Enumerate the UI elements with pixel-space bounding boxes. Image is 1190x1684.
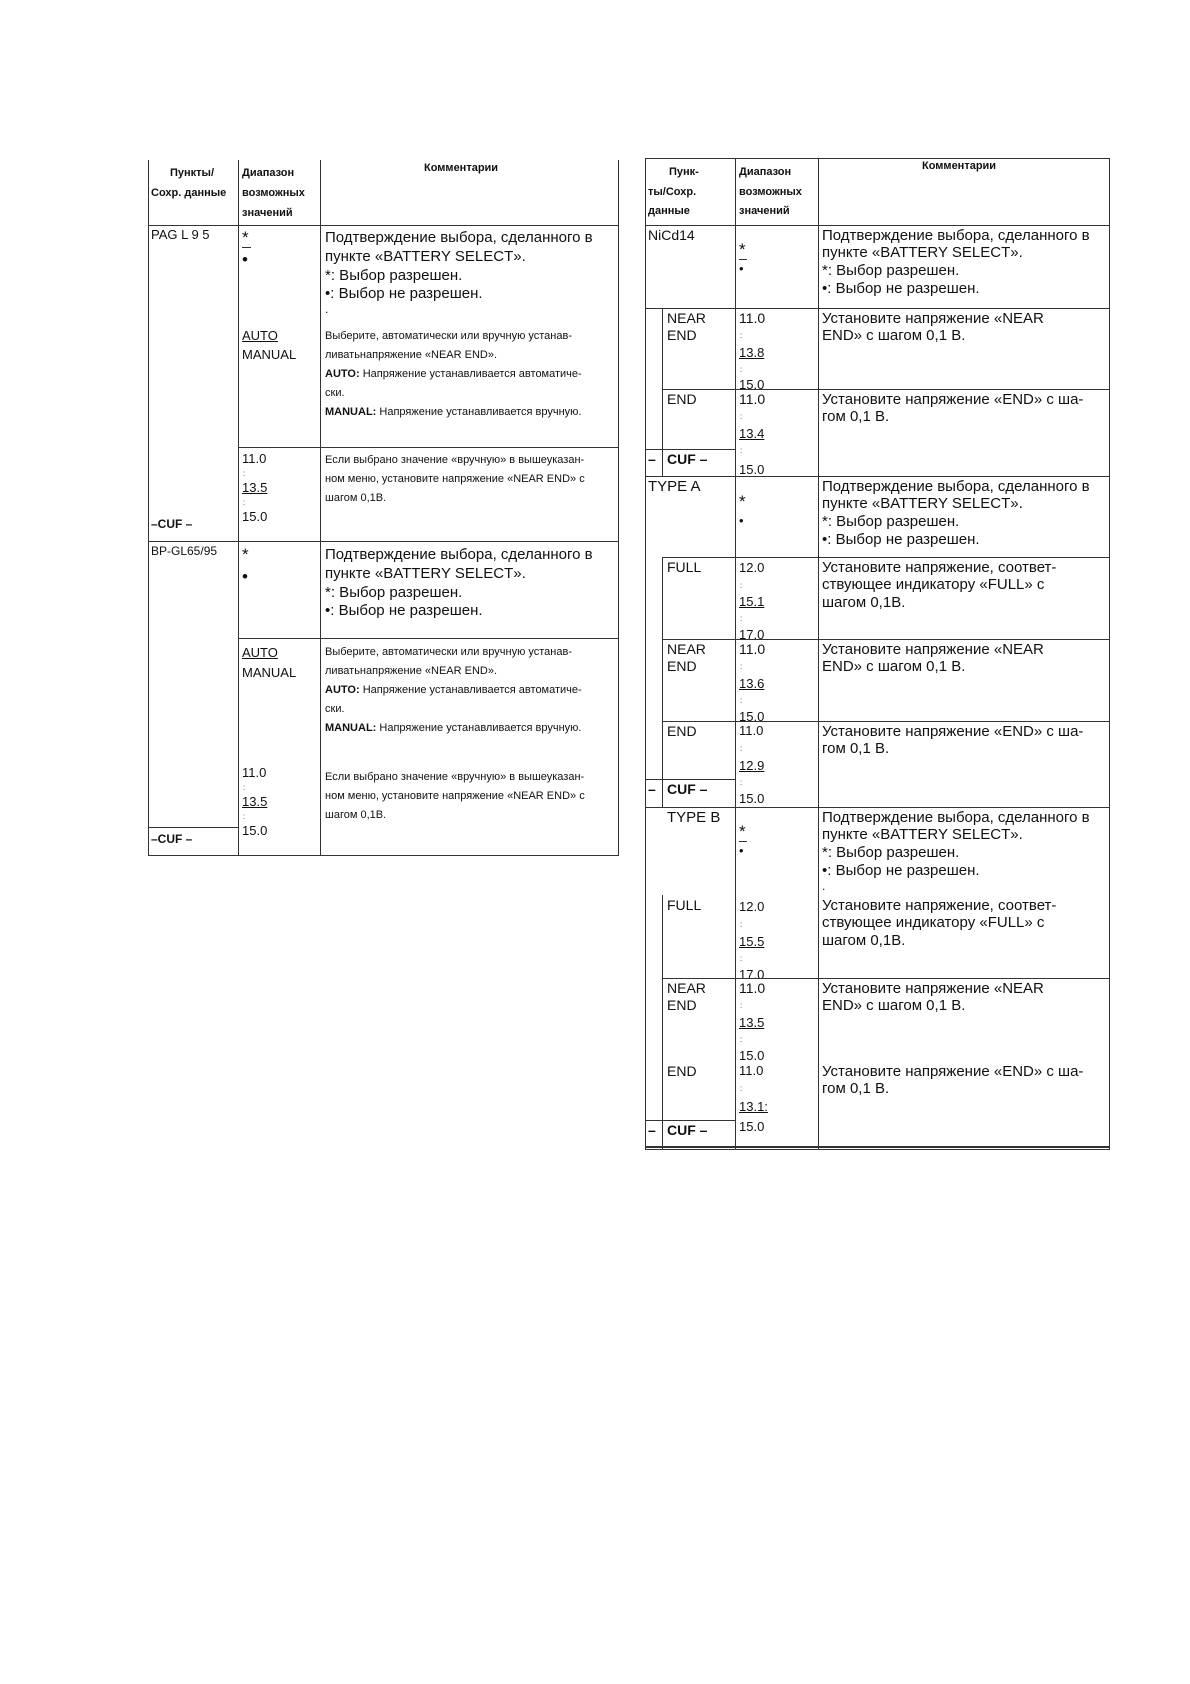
- typeb-full-max: 17.0: [739, 967, 765, 978]
- right-header-item-3: данные: [648, 205, 690, 217]
- typeb-full-comment-2: ствующее индикатору «FULL» с: [822, 914, 1045, 931]
- typeb-name: TYPE B: [667, 809, 721, 826]
- nicd-near-colon-2: :: [740, 365, 743, 374]
- typeb-cuf-dash: –: [648, 1122, 656, 1138]
- nicd-star: *: [739, 240, 746, 259]
- typea-cuf: CUF –: [667, 781, 708, 797]
- typea-end-comment-2: гом 0,1 В.: [822, 740, 890, 757]
- bpgl-auto: AUTO: [242, 645, 278, 660]
- pagl95-manual-desc-2: ном меню, установите напряжение «NEAR END» с: [325, 473, 585, 485]
- typea-near-colon-1: :: [740, 662, 743, 671]
- typeb-near-rule: [662, 978, 1109, 979]
- pagl95-confirm-1: Подтверждение выбора, сделанного в: [325, 229, 593, 246]
- typeb-end-colon-1: :: [740, 1084, 743, 1093]
- bpgl-current: 13.5: [242, 794, 268, 809]
- pagl95-small-dot: .: [325, 302, 329, 316]
- nicd-end-label: END: [667, 391, 697, 407]
- nicd-near-label-1: NEAR: [667, 310, 706, 326]
- typea-full-current: 15.1: [739, 594, 765, 609]
- typea-near-label-2: END: [667, 658, 697, 674]
- nicd-near-rule: [662, 308, 1109, 309]
- typeb-end-max: 15.0: [739, 1119, 765, 1134]
- bpgl-manual: MANUAL: [242, 665, 297, 680]
- typeb-end-current: 13.1:: [739, 1099, 768, 1114]
- typeb-dot: •: [739, 843, 744, 858]
- typeb-small-dot: .: [822, 879, 826, 893]
- typeb-full-comment-1: Установите напряжение, соответ-: [822, 897, 1057, 914]
- pagl95-current: 13.5: [242, 480, 268, 495]
- left-header-item-2: Сохр. данные: [151, 187, 227, 199]
- right-bottom-rule-2: [645, 1149, 1110, 1150]
- pagl95-dot: •: [242, 250, 248, 269]
- nicd-end-colon-2: :: [740, 446, 743, 455]
- typeb-star: *: [739, 822, 746, 841]
- nicd-dot: •: [739, 261, 744, 276]
- typea-indent-line: [662, 557, 663, 807]
- pagl95-auto-desc-1: Выберите, автоматически или вручную устанав-: [325, 330, 573, 342]
- left-row-rule-2: [148, 541, 619, 542]
- typea-full-comment-1: Установите напряжение, соответ-: [822, 559, 1057, 576]
- typeb-full-label: FULL: [667, 897, 702, 913]
- pagl95-star: *: [242, 228, 249, 247]
- right-header-item-1: Пунк-: [669, 166, 699, 178]
- bpgl-name: BP-GL65/95: [151, 544, 218, 558]
- pagl95-star-meaning: *: Выбор разрешен.: [325, 267, 463, 284]
- right-bottom-rule: [645, 1146, 1110, 1148]
- left-header-range-2: возможных: [242, 187, 305, 199]
- typeb-rule: [645, 807, 1110, 808]
- typeb-near-colon-2: :: [740, 1035, 743, 1044]
- bpgl-cuf: –CUF –: [151, 832, 193, 846]
- nicd-end-rule: [662, 389, 1109, 390]
- typeb-dot-meaning: •: Выбор не разрешен.: [822, 862, 980, 879]
- pagl95-manual: MANUAL: [242, 347, 297, 362]
- typea-full-comment-3: шагом 0,1В.: [822, 594, 906, 611]
- nicd-near-comment-2: END» с шагом 0,1 В.: [822, 327, 966, 344]
- right-header-comment: Комментарии: [922, 160, 997, 172]
- nicd-rule-stub: [645, 308, 662, 309]
- bpgl-star-meaning: *: Выбор разрешен.: [325, 584, 463, 601]
- nicd-near-max: 15.0: [739, 377, 765, 389]
- nicd-confirm-1: Подтверждение выбора, сделанного в: [822, 227, 1090, 244]
- typeb-full-comment-3: шагом 0,1В.: [822, 932, 906, 949]
- typea-full-label: FULL: [667, 559, 702, 575]
- right-right-edge: [1109, 158, 1110, 1150]
- pagl95-star-underline: [242, 247, 251, 248]
- pagl95-manual-desc-3: шагом 0,1В.: [325, 492, 387, 504]
- bpgl-auto-desc-2: ливатьнапряжение «NEAR END».: [325, 665, 498, 677]
- typeb-near-min: 11.0: [739, 980, 766, 996]
- nicd-star-meaning: *: Выбор разрешен.: [822, 262, 960, 279]
- bpgl-manual-meaning: MANUAL: Напряжение устанавливается вручную.: [325, 722, 582, 734]
- pagl95-manual-desc-1: Если выбрано значение «вручную» в вышеуказан-: [325, 454, 585, 466]
- typea-full-min: 12.0: [739, 560, 765, 575]
- typeb-star-meaning: *: Выбор разрешен.: [822, 844, 960, 861]
- nicd-cuf-rule: [645, 449, 735, 450]
- pagl95-range-colon-1: :: [243, 469, 246, 478]
- pagl95-manual-meaning: MANUAL: Напряжение устанавливается вручную.: [325, 406, 582, 418]
- nicd-cuf-dash: –: [648, 451, 656, 467]
- left-col-divider-1: [238, 160, 239, 856]
- pagl95-cuf: –CUF –: [151, 517, 193, 531]
- bpgl-auto-meaning-2: ски.: [325, 703, 345, 715]
- bpgl-dot-meaning: •: Выбор не разрешен.: [325, 602, 483, 619]
- typeb-near-colon-1: :: [740, 1001, 743, 1010]
- typeb-end-min: 11.0: [739, 1063, 764, 1078]
- typea-name: TYPE A: [648, 478, 701, 495]
- left-header-range-1: Диапазон: [242, 167, 295, 179]
- nicd-cuf: CUF –: [667, 451, 708, 467]
- bpgl-manual-desc-1: Если выбрано значение «вручную» в вышеуказан-: [325, 771, 585, 783]
- typea-end-max: 15.0: [739, 791, 765, 806]
- bpgl-manual-desc-3: шагом 0,1В.: [325, 809, 387, 821]
- right-col-divider-2: [818, 158, 819, 1150]
- nicd-end-colon-1: :: [740, 412, 743, 421]
- typeb-cuf-rule: [645, 1120, 735, 1121]
- typea-full-comment-2: ствующее индикатору «FULL» с: [822, 576, 1045, 593]
- nicd-end-min: 11.0: [739, 391, 766, 407]
- typea-cuf-dash: –: [648, 781, 656, 797]
- typea-near-max: 15.0: [739, 709, 765, 721]
- left-row-rule-1: [238, 447, 619, 448]
- bpgl-star: *: [242, 545, 249, 564]
- right-header-item-2: ты/Сохр.: [648, 186, 697, 198]
- typeb-full-colon-2: :: [740, 954, 743, 963]
- typea-near-comment-2: END» с шагом 0,1 В.: [822, 658, 966, 675]
- typeb-end-comment-2: гом 0,1 В.: [822, 1080, 890, 1097]
- typeb-confirm-2: пункте «BATTERY SELECT».: [822, 826, 1023, 843]
- right-left-edge: [645, 158, 646, 1150]
- pagl95-auto-desc-2: ливатьнапряжение «NEAR END».: [325, 349, 498, 361]
- nicd-dot-meaning: •: Выбор не разрешен.: [822, 280, 980, 297]
- typea-full-max: 17.0: [739, 627, 765, 639]
- typeb-full-colon-1: :: [740, 920, 743, 929]
- left-header-rule: [148, 225, 619, 226]
- typea-near-current: 13.6: [739, 676, 765, 691]
- typeb-full-min: 12.0: [739, 899, 765, 914]
- typea-end-label: END: [667, 723, 697, 739]
- typea-confirm-1: Подтверждение выбора, сделанного в: [822, 478, 1090, 495]
- typeb-full-current: 15.5: [739, 934, 765, 949]
- nicd-end-current: 13.4: [739, 426, 765, 441]
- typeb-near-current: 13.5: [739, 1015, 765, 1030]
- nicd-near-current: 13.8: [739, 345, 765, 360]
- pagl95-auto-meaning-2: ски.: [325, 387, 345, 399]
- bpgl-auto-desc-1: Выберите, автоматически или вручную устанав-: [325, 646, 573, 658]
- right-header-range-3: значений: [739, 205, 790, 217]
- typea-dot: •: [739, 513, 744, 528]
- bpgl-min: 11.0: [242, 765, 267, 780]
- typeb-indent-line: [662, 895, 663, 1149]
- typea-rule: [645, 476, 1110, 477]
- bpgl-dot: •: [242, 567, 248, 586]
- typeb-confirm-1: Подтверждение выбора, сделанного в: [822, 809, 1090, 826]
- typea-full-colon-2: :: [740, 614, 743, 623]
- pagl95-range-colon-2: :: [243, 498, 246, 507]
- typea-end-comment-1: Установите напряжение «END» с ша-: [822, 723, 1084, 740]
- typeb-near-comment-1: Установите напряжение «NEAR: [822, 980, 1044, 997]
- nicd-end-comment-1: Установите напряжение «END» с ша-: [822, 391, 1084, 408]
- left-header-range-3: значений: [242, 207, 293, 219]
- right-top-rule: [645, 158, 1110, 159]
- typea-confirm-2: пункте «BATTERY SELECT».: [822, 495, 1023, 512]
- typea-dot-meaning: •: Выбор не разрешен.: [822, 531, 980, 548]
- nicd-confirm-2: пункте «BATTERY SELECT».: [822, 244, 1023, 261]
- typea-end-current: 12.9: [739, 758, 765, 773]
- nicd-end-max: 15.0: [739, 462, 765, 476]
- pagl95-min: 11.0: [242, 451, 267, 466]
- typea-star: *: [739, 492, 746, 511]
- pagl95-name: PAG L 9 5: [151, 227, 210, 242]
- typea-near-rule: [662, 639, 1109, 640]
- typeb-cuf: CUF –: [667, 1122, 708, 1138]
- bpgl-confirm-2: пункте «BATTERY SELECT».: [325, 565, 526, 582]
- pagl95-dot-meaning: •: Выбор не разрешен.: [325, 285, 483, 302]
- typea-full-rule: [662, 557, 1109, 558]
- left-row-rule-4: [148, 827, 238, 828]
- nicd-near-label-2: END: [667, 327, 697, 343]
- typea-end-colon-1: :: [740, 744, 743, 753]
- typea-end-rule: [662, 721, 1109, 722]
- bpgl-confirm-1: Подтверждение выбора, сделанного в: [325, 546, 593, 563]
- typea-near-min: 11.0: [739, 641, 766, 657]
- typea-cuf-rule: [645, 779, 735, 780]
- right-header-range-2: возможных: [739, 186, 802, 198]
- right-header-rule: [645, 225, 1110, 226]
- pagl95-confirm-2: пункте «BATTERY SELECT».: [325, 248, 526, 265]
- typea-near-comment-1: Установите напряжение «NEAR: [822, 641, 1044, 658]
- bpgl-range-colon-1: :: [243, 783, 246, 792]
- nicd-indent-line: [662, 308, 663, 476]
- right-header-range-1: Диапазон: [739, 166, 792, 178]
- nicd-name: NiCd14: [648, 227, 695, 243]
- typea-near-colon-2: :: [740, 696, 743, 705]
- bpgl-auto-meaning: AUTO: Напряжение устанавливается автоматиче-: [325, 684, 582, 696]
- bpgl-manual-desc-2: ном меню, установите напряжение «NEAR END» с: [325, 790, 585, 802]
- pagl95-auto-meaning: AUTO: Напряжение устанавливается автоматиче-: [325, 368, 582, 380]
- typea-near-label-1: NEAR: [667, 641, 706, 657]
- bpgl-range-colon-2: :: [243, 812, 246, 821]
- pagl95-max: 15.0: [242, 509, 268, 524]
- bpgl-max: 15.0: [242, 823, 268, 838]
- nicd-end-comment-2: гом 0,1 В.: [822, 408, 890, 425]
- right-col-divider-1: [735, 158, 736, 1150]
- typea-full-colon-1: :: [740, 581, 743, 590]
- left-col-divider-2: [320, 160, 321, 856]
- typeb-near-max: 15.0: [739, 1048, 765, 1060]
- left-header-item-1: Пункты/: [170, 167, 215, 179]
- typeb-end-comment-1: Установите напряжение «END» с ша-: [822, 1063, 1084, 1080]
- typea-star-meaning: *: Выбор разрешен.: [822, 513, 960, 530]
- left-row-rule-3: [238, 638, 619, 639]
- typeb-near-comment-2: END» с шагом 0,1 В.: [822, 997, 966, 1014]
- typeb-end-label: END: [667, 1063, 697, 1079]
- typeb-near-label-1: NEAR: [667, 980, 706, 996]
- typeb-near-label-2: END: [667, 997, 697, 1013]
- nicd-near-min: 11.0: [739, 310, 766, 326]
- left-header-comment: Комментарии: [424, 162, 499, 174]
- nicd-near-colon-1: :: [740, 331, 743, 340]
- typea-end-min: 11.0: [739, 723, 764, 738]
- nicd-near-comment-1: Установите напряжение «NEAR: [822, 310, 1044, 327]
- typea-end-colon-2: :: [740, 778, 743, 787]
- pagl95-auto: AUTO: [242, 328, 278, 343]
